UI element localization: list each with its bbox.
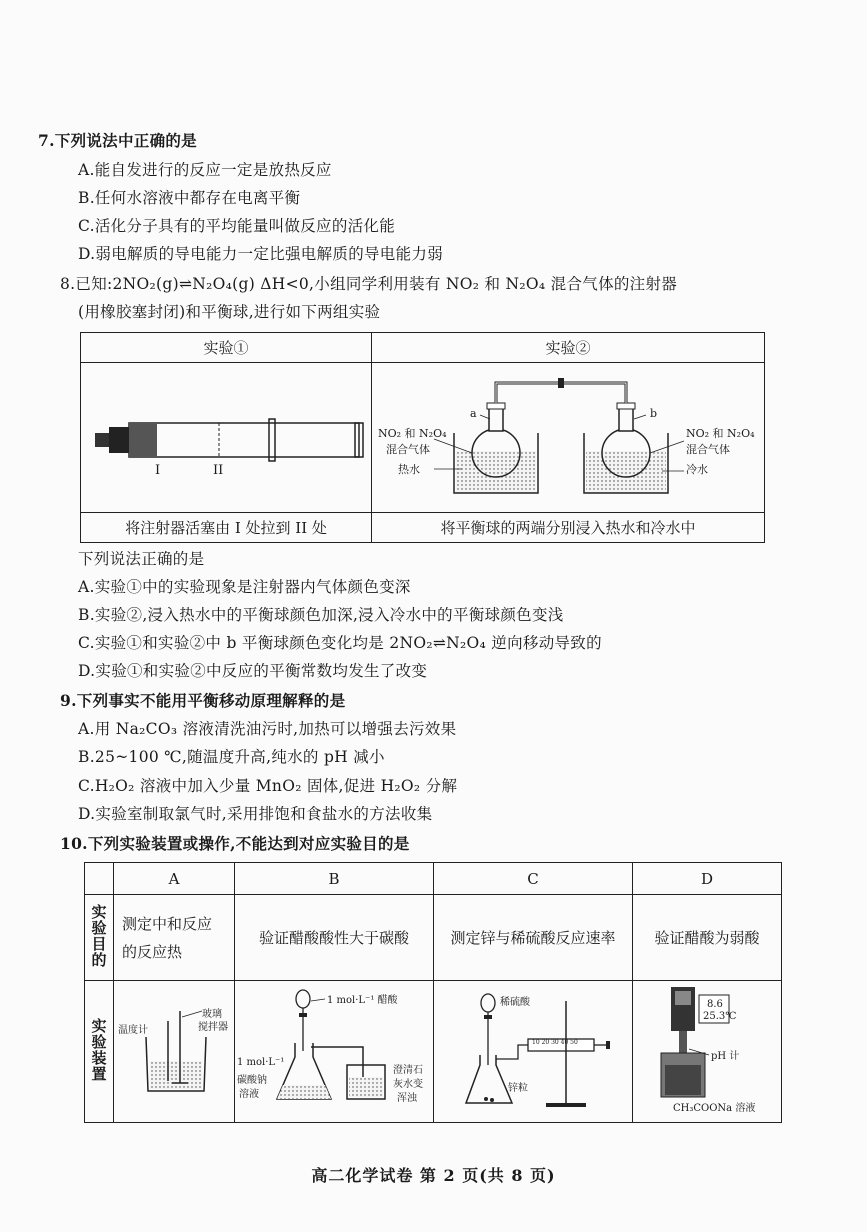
balance-ball-figure: [372, 363, 764, 512]
apparatus-a-cell: [114, 981, 235, 1123]
sodium-acetate-label: CH₃COONa 溶液: [673, 1103, 756, 1114]
apparatus-b-cell: [235, 981, 434, 1123]
row-purpose-header: [85, 895, 114, 981]
exp2-description: 将平衡球的两端分别浸入热水和冷水中: [372, 513, 765, 543]
apparatus-b: [235, 981, 433, 1122]
q9-option-a: A.用 Na₂CO₃ 溶液清洗油污时,加热可以增强去污效果: [78, 720, 457, 738]
ph-meter-label: pH 计: [711, 1051, 740, 1062]
apparatus-c-cell: [434, 981, 633, 1123]
glass-label: 玻璃: [202, 1009, 222, 1020]
syringe-mark-2: II: [213, 463, 224, 478]
q8-stem-line1: 8.已知:2NO₂(g)⇌N₂O₄(g) ΔH<0,小组同学利用装有 NO₂ 和 N₂O₄ 混合气体的注射器: [60, 275, 678, 293]
q7-stem: 7.下列说法中正确的是: [38, 131, 197, 150]
q10-experiment-table: [84, 862, 782, 1123]
thermometer-label: 温度计: [118, 1025, 148, 1036]
syringe-mark-1: I: [155, 463, 161, 478]
purpose-c: 测定锌与稀硫酸反应速率: [434, 895, 633, 981]
q8-option-d: D.实验①和实验②中反应的平衡常数均发生了改变: [78, 662, 428, 680]
purpose-header-text: 实验目的: [89, 903, 108, 968]
acetic-acid-label: 1 mol·L⁻¹ 醋酸: [327, 995, 398, 1006]
col-d-header: D: [633, 863, 782, 895]
right-water-label: 冷水: [686, 463, 708, 476]
exp1-header: 实验①: [81, 333, 372, 363]
stirrer-label: 搅拌器: [198, 1022, 228, 1033]
limewater-label: 澄清石: [393, 1065, 423, 1076]
q8-option-c: C.实验①和实验②中 b 平衡球颜色变化均是 2NO₂⇌N₂O₄ 逆向移动导致的: [78, 634, 602, 652]
q7-option-d: D.弱电解质的导电能力一定比强电解质的导电能力弱: [78, 245, 444, 263]
calorimeter-drawing: [114, 981, 234, 1118]
q8-experiment-table: [80, 332, 765, 543]
q7-option-c: C.活化分子具有的平均能量叫做反应的活化能: [78, 217, 396, 235]
page-footer: 高二化学试卷 第 2 页(共 8 页): [311, 1166, 556, 1185]
apparatus-d: [633, 981, 781, 1122]
limewater-label-2: 灰水变: [393, 1079, 423, 1090]
q7-option-b: B.任何水溶液中都存在电离平衡: [78, 189, 301, 207]
syringe-figure: [81, 363, 371, 512]
purpose-b: 验证醋酸酸性大于碳酸: [235, 895, 434, 981]
q9-option-d: D.实验室制取氯气时,采用排饱和食盐水的方法收集: [78, 805, 433, 823]
turbid-label: 浑浊: [397, 1093, 417, 1104]
exp1-figure-cell: [81, 363, 372, 513]
apparatus-c: [434, 981, 632, 1122]
q9-stem: 9.下列事实不能用平衡移动原理解释的是: [60, 691, 346, 710]
right-gas-label-2: 混合气体: [686, 443, 730, 456]
syringe-drawing: [81, 363, 371, 508]
q9-option-b: B.25~100 ℃,随温度升高,纯水的 pH 减小: [78, 748, 385, 766]
left-water-label: 热水: [398, 463, 420, 476]
exp2-header: 实验②: [372, 333, 765, 363]
rate-measurement-drawing: [434, 981, 632, 1118]
q9-option-c: C.H₂O₂ 溶液中加入少量 MnO₂ 固体,促进 H₂O₂ 分解: [78, 777, 458, 795]
q10-stem: 10.下列实验装置或操作,不能达到对应实验目的是: [60, 834, 410, 853]
ball-b-label: b: [650, 407, 658, 420]
q7-option-a: A.能自发进行的反应一定是放热反应: [78, 161, 332, 179]
col-b-header: B: [235, 863, 434, 895]
left-gas-label: NO₂ 和 N₂O₄: [378, 427, 447, 440]
corner-cell: [85, 863, 114, 895]
col-a-header: A: [114, 863, 235, 895]
exp2-figure-cell: [372, 363, 765, 513]
ph-reading: 8.6: [707, 999, 723, 1010]
temp-reading: 25.3℃: [703, 1011, 737, 1022]
col-c-header: C: [434, 863, 633, 895]
ball-a-label: a: [470, 407, 477, 420]
right-gas-label: NO₂ 和 N₂O₄: [686, 427, 755, 440]
apparatus-header-text: 实验装置: [89, 1017, 108, 1082]
apparatus-a: [114, 981, 234, 1122]
q8-option-b: B.实验②,浸入热水中的平衡球颜色加深,浸入冷水中的平衡球颜色变浅: [78, 606, 564, 624]
carbonate-label: 碳酸钠: [237, 1075, 267, 1086]
apparatus-d-cell: [633, 981, 782, 1123]
q8-option-a: A.实验①中的实验现象是注射器内气体颜色变深: [78, 578, 411, 596]
syringe-scale-label: 10 20 30 40 50: [532, 1039, 578, 1046]
q8-sub-stem: 下列说法正确的是: [78, 550, 205, 568]
row-apparatus-header: [85, 981, 114, 1123]
solution-label: 溶液: [239, 1089, 259, 1100]
carbonate-conc-label: 1 mol·L⁻¹: [237, 1057, 285, 1068]
sulfuric-acid-label: 稀硫酸: [500, 997, 530, 1008]
exp1-description: 将注射器活塞由 I 处拉到 II 处: [81, 513, 372, 543]
left-gas-label-2: 混合气体: [386, 443, 430, 456]
purpose-a: 测定中和反应的反应热: [114, 895, 235, 981]
zinc-label: 锌粒: [508, 1083, 528, 1094]
purpose-d: 验证醋酸为弱酸: [633, 895, 782, 981]
q8-stem-line2: (用橡胶塞封闭)和平衡球,进行如下两组实验: [78, 303, 381, 321]
